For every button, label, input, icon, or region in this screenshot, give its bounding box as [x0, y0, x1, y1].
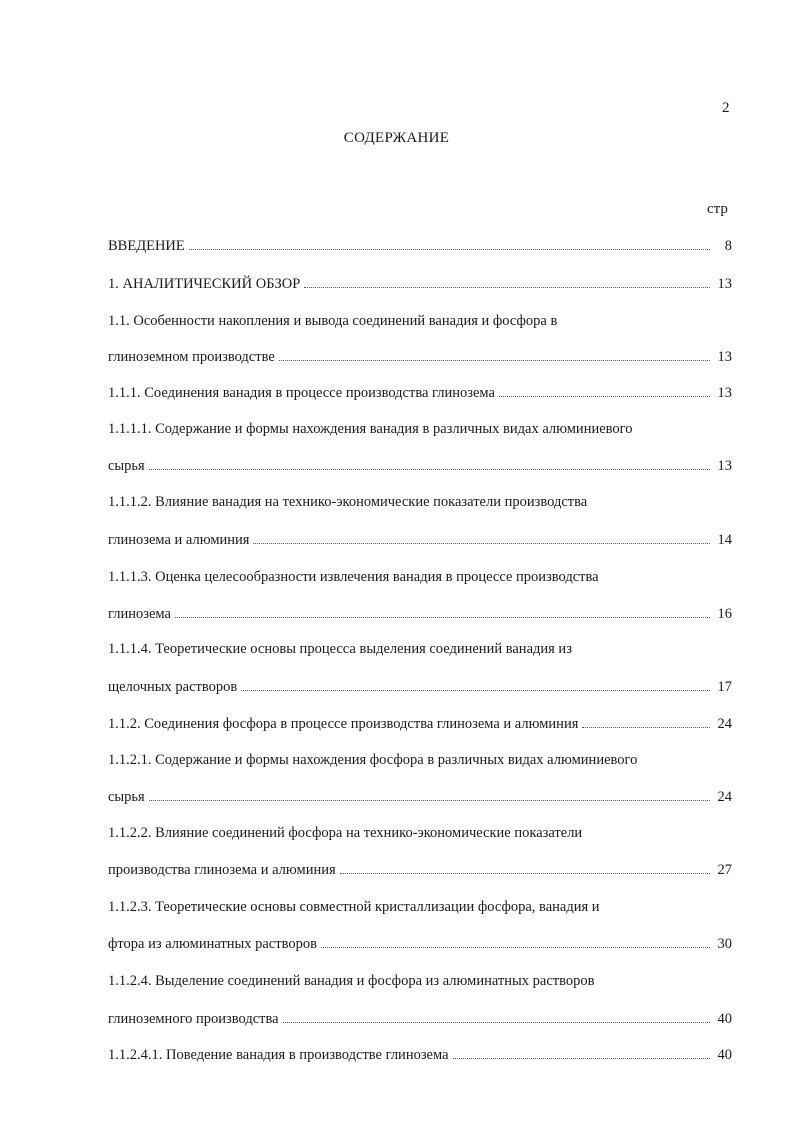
toc-entry [108, 530, 732, 549]
toc-entry-page: 14 [717, 532, 732, 548]
toc-entry-title-line1: 1.1.2.2. Влияние соединений фосфора на технико-экономические показатели [108, 825, 583, 841]
toc-entry-page: 13 [717, 458, 732, 474]
page-title: СОДЕРЖАНИЕ [343, 130, 450, 146]
toc-entry-title-line1: 1.1.1.2. Влияние ванадия на технико-экономические показатели производства [108, 494, 588, 510]
toc-entry-title-line1: 1.1.1.3. Оценка целесообразности извлечения ванадия в процессе производства [108, 569, 599, 585]
toc-entry [108, 714, 732, 733]
toc-entry [108, 1009, 732, 1028]
leader-dots [340, 860, 710, 874]
leader-dots [279, 347, 710, 361]
toc-entry-page: 13 [717, 349, 732, 365]
toc-entry [108, 456, 732, 475]
leader-dots [189, 236, 710, 250]
toc-entry-title: производства глинозема и алюминия [108, 862, 336, 878]
toc-entry [108, 1045, 732, 1064]
toc-entry-page: 24 [717, 716, 732, 732]
toc-entry [108, 274, 732, 293]
toc-entry-page: 40 [717, 1047, 732, 1063]
page-number: 2 [722, 100, 730, 116]
toc-entry-page: 8 [724, 238, 732, 254]
toc-entry-page: 30 [717, 936, 732, 952]
toc-entry-title: глиноземного производства [108, 1011, 279, 1027]
toc-entry-title: 1.1.2. Соединения фосфора в процессе производства глинозема и алюминия [108, 716, 579, 732]
toc-entry-title: 1.1.1. Соединения ванадия в процессе производства глинозема [108, 385, 495, 401]
leader-dots [304, 274, 710, 288]
toc-entry-title: ВВЕДЕНИЕ [108, 238, 185, 254]
leader-dots [283, 1009, 710, 1023]
toc-entry-title-line1: 1.1.2.1. Содержание и формы нахождения фосфора в различных видах алюминиевого [108, 752, 638, 768]
leader-dots [149, 456, 710, 470]
leader-dots [241, 677, 710, 691]
toc-entry [108, 236, 732, 255]
toc-entry [108, 347, 732, 366]
toc-entry-title: 1. АНАЛИТИЧЕСКИЙ ОБЗОР [108, 276, 301, 292]
toc-entry-title: глиноземном производстве [108, 349, 275, 365]
toc-entry [108, 677, 732, 696]
toc-entry-title: щелочных растворов [108, 679, 238, 695]
toc-entry-page: 24 [717, 789, 732, 805]
toc-entry-page: 13 [717, 385, 732, 401]
toc-entry [108, 934, 732, 953]
toc-entry-page: 40 [717, 1011, 732, 1027]
toc-entry-title: глинозема и алюминия [108, 532, 250, 548]
toc-entry-title: сырья [108, 458, 145, 474]
leader-dots [321, 934, 710, 948]
toc-entry-title: сырья [108, 789, 145, 805]
leader-dots [149, 787, 710, 801]
toc-entry [108, 604, 732, 623]
toc-entry-title: фтора из алюминатных растворов [108, 936, 317, 952]
leader-dots [582, 714, 710, 728]
leader-dots [175, 604, 710, 618]
toc-entry-title: 1.1.2.4.1. Поведение ванадия в производстве глинозема [108, 1047, 449, 1063]
toc-entry-page: 16 [717, 606, 732, 622]
toc-entry-page: 27 [717, 862, 732, 878]
toc-entry-title-line1: 1.1.1.1. Содержание и формы нахождения ванадия в различных видах алюминиевого [108, 421, 633, 437]
toc-entry-page: 17 [717, 679, 732, 695]
toc-entry-title-line1: 1.1. Особенности накопления и вывода соединений ванадия и фосфора в [108, 313, 558, 329]
toc-entry-title-line1: 1.1.1.4. Теоретические основы процесса выделения соединений ванадия из [108, 641, 572, 657]
leader-dots [253, 530, 710, 544]
toc-entry [108, 787, 732, 806]
toc-entry [108, 383, 732, 402]
toc-entry-title-line1: 1.1.2.4. Выделение соединений ванадия и фосфора из алюминатных растворов [108, 973, 595, 989]
toc-entry-page: 13 [717, 276, 732, 292]
leader-dots [453, 1045, 710, 1059]
leader-dots [499, 383, 710, 397]
toc-entry-title: глинозема [108, 606, 171, 622]
toc-entry-title-line1: 1.1.2.3. Теоретические основы совместной кристаллизации фосфора, ванадия и [108, 899, 600, 915]
pages-column-label: стр [707, 201, 728, 217]
toc-entry [108, 860, 732, 879]
